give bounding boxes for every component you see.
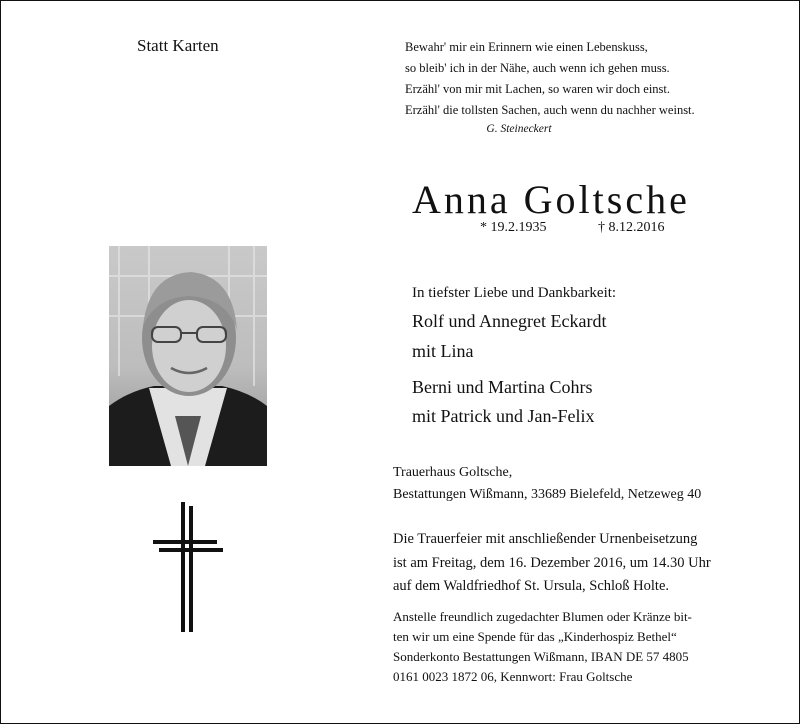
statt-karten-label: Statt Karten: [137, 36, 219, 55]
mourners-intro: In tiefster Liebe und Dankbarkeit:: [412, 285, 617, 301]
mourner-line: Rolf und Annegret Eckardt: [412, 311, 607, 331]
poem-line: Bewahr' mir ein Erinnern wie einen Lebenskuss,: [405, 40, 648, 54]
poem-line: Erzähl' die tollsten Sachen, auch wenn du nachher weinst.: [405, 103, 695, 117]
donation-line: Sonderkonto Bestattungen Wißmann, IBAN DE 57 4805: [393, 649, 689, 664]
funeral-home-address: Bestattungen Wißmann, 33689 Bielefeld, Netzeweg 40: [393, 487, 702, 502]
portrait-illustration: [109, 246, 267, 466]
mourner-line: mit Patrick und Jan-Felix: [412, 406, 595, 426]
mourner-line: Berni und Martina Cohrs: [412, 377, 593, 397]
cross-icon: [150, 502, 226, 632]
donation-line: Anstelle freundlich zugedachter Blumen oder Kränze bit-: [393, 609, 692, 624]
poem-line: so bleib' ich in der Nähe, auch wenn ich gehen muss.: [405, 61, 670, 75]
poem-line: Erzähl' von mir mit Lachen, so waren wir doch einst.: [405, 82, 671, 96]
birth-date: * 19.2.1935: [480, 220, 547, 235]
ceremony-line: auf dem Waldfriedhof St. Ursula, Schloß Holte.: [393, 578, 670, 594]
donation-line: 0161 0023 1872 06, Kennwort: Frau Goltsche: [393, 669, 633, 684]
death-date: † 8.12.2016: [598, 220, 665, 235]
portrait-photo: [109, 246, 267, 466]
mourner-line: mit Lina: [412, 341, 474, 361]
deceased-name: Anna Goltsche: [412, 177, 690, 222]
poem: [405, 37, 695, 121]
donation-line: ten wir um eine Spende für das „Kinderhospiz Bethel“: [393, 629, 677, 644]
funeral-home-line: Trauerhaus Goltsche,: [393, 465, 513, 480]
ceremony-line: ist am Freitag, dem 16. Dezember 2016, um 14.30 Uhr: [393, 555, 711, 571]
ceremony-line: Die Trauerfeier mit anschließender Urnenbeisetzung: [393, 531, 698, 547]
poem-author: G. Steineckert: [486, 123, 552, 135]
